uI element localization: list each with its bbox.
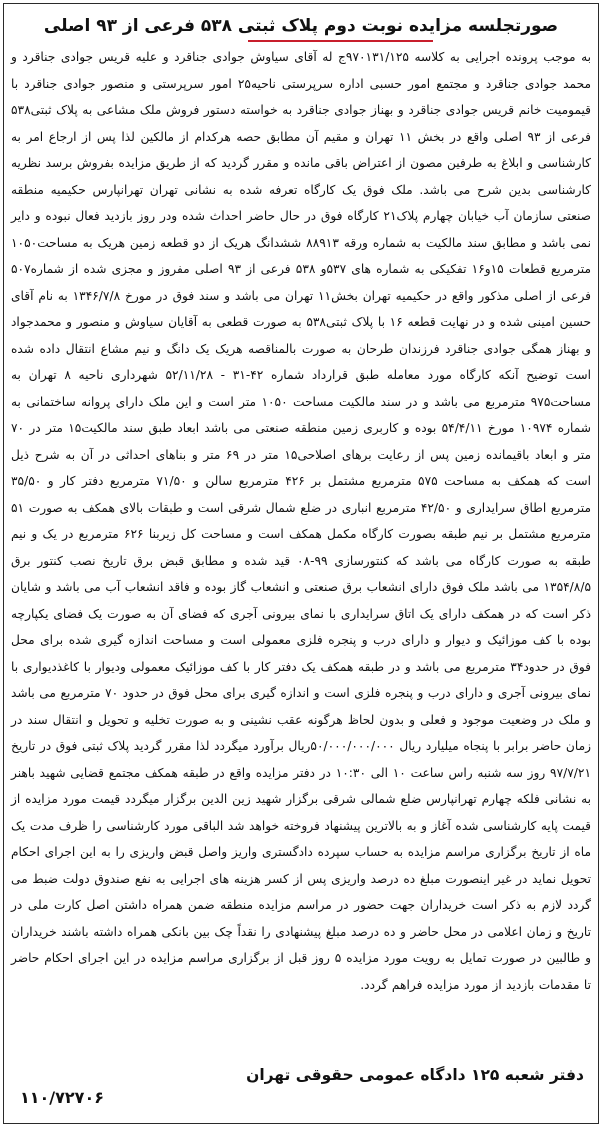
notice-body: به موجب پرونده اجرایی به کلاسه ۹۷۰۱۳۱/۱۲۵ج له آقای سیاوش جوادی جناقرد و علیه قریس جوادی جناقرد و محمد جوادی جناقرد و مجتمع امور حسبی اداره سرپرستی ناحیه۲۵ امور سرپرستی و منصور جوادی جناقرد با قیمومیت خانم قریس جوادی جناقرد و بهناز جوادی جناقرد به خواسته دستور فروش ملک مشاعی به پلاک ثبتی۵۳۸ فرعی از ۹۳ اصلی واقع در بخش ۱۱ تهران و مقیم آن مطابق حصه هرکدام از مالکین لذا پس از ارجاع امر به کارشناسی و ابلاغ به طرفین مصون از اعتراض باقی مانده و مقرر گردید که از طریق مزایده بفروش برسد نظریه کارشناسی بدین شرح می باشد. ملک فوق یک کارگاه تعرفه شده به نشانی تهران تهرانپارس حکیمیه منطقه صنعتی سازمان آب خیابان چهارم پلاک۲۱ کارگاه فوق در حال حاضر احداث شده ودر روز بازدید فعال نبوده و دایر نمی باشد و مطابق سند مالکیت به شماره ورقه ۸۸۹۱۳ ششدانگ هریک از دو قطعه زمین هریک به مساحت۱۰۵۰ مترمربع قطعات ۱۵و۱۶ تفکیکی به شماره های ۵۳۷و ۵۳۸ فرعی از ۹۳ اصلی مفروز و مجزی شده از شماره۵۰۷ فرعی از اصلی مذکور واقع در حکیمیه تهران بخش۱۱ تهران می باشد و سند فوق در مورخ ۱۳۴۶/۷/۸ به نام آقای حسین امینی شده و در نهایت قطعه ۱۶ با پلاک ثبتی۵۳۸ به صورت قطعی به آقایان سیاوش و منصور و محمدجواد و بهناز همگی جوادی جناقرد فرزندان طرحان به صورت بالمناقصه هریک یک دانگ و نیم مشاع انتقال داده شده است توضیح آنکه کارگاه مورد معامله طبق قرارداد شماره ۴۲-۳۱ - ۵۲/۱۱/۲۸ شهرداری ناحیه ۸ تهران به مساحت۹۷۵ مترمربع می باشد و در سند مالکیت مساحت ۱۰۵۰ متر است و این ملک دارای پروانه ساختمانی به شماره ۱۰۹۷۴ مورخ ۵۴/۴/۱۱ بوده و کاربری زمین منطقه صنعتی می باشد ابعاد طبق سند مالکیت۱۵ متر در ۷۰ متر و ابعاد باقیمانده زمین پس از رعایت برهای اصلاحی۱۵ متر در ۶۹ متر و بناهای احداثی در آن به شرح ذیل است که همکف به مساحت ۵۷۵ مترمربع مشتمل بر ۴۲۶ مترمربع سالن و ۷۱/۵۰ مترمربع دفتر کار و ۳۵/۵۰ مترمربع اطاق سرایداری و ۴۲/۵۰ مترمربع انباری در ضلع شمال شرقی است و طبقات بالای همکف به صورت ۵۱ مترمربع مشتمل بر نیم طبقه بصورت کارگاه مکمل همکف است و مساحت کل زیربنا ۶۲۶ مترمربع در یک و نیم طبقه به صورت کارگاه می باشد که کنتورسازی ۹۹-۰۸ قید شده و مطابق قبض برق تاریخ نصب کنتور برق ۱۳۵۴/۸/۵ می باشد ملک فوق دارای انشعاب برق صنعتی و انشعاب گاز بوده و فاقد انشعاب آب می باشد و شایان ذکر است که در همکف دارای یک اتاق سرایداری با نمای بیرونی آجری که فضای آن به صورت یک فضای یکپارچه بوده با کف موزائیک و دیوار و دارای درب و پنجره فلزی معمولی است و مساحت اندازه گیری شده برای محل فوق در حدود۳۴ مترمربع می باشد و در طبقه همکف یک دفتر کار با کف موزائیک معمولی ودیوار با کاغذدیواری با نمای بیرونی آجری و دارای درب و پنجره فلزی است و اندازه گیری برای محل فوق در حدود ۷۰ مترمربع می باشد و ملک در وضعیت موجود و فعلی و بدون لحاظ هرگونه عقب نشینی و به صورت تخلیه و تحویل و انتقال سند در زمان حاضر برابر با پنجاه میلیارد ریال ۵۰/۰۰۰/۰۰۰/۰۰۰ریال برآورد میگردد لذا مقرر گردید پلاک ثبتی فوق در تاریخ ۹۷/۷/۲۱ روز سه شنبه راس ساعت ۱۰ الی ۱۰:۳۰ در دفتر مزایده واقع در طبقه همکف مجتمع قضایی شهید باهنر به نشانی فلکه چهارم تهرانپارس ضلع شمالی شرقی برگزار شهید زین الدین برگزار میگردد قیمت مورد مزایده از قیمت پایه کارشناسی شده آغاز و به بالاترین پیشنهاد فروخته خواهد شد الباقی مورد کارشناسی را ظرف مدت یک ماه از تاریخ برگزاری مراسم مزایده به حساب سپرده دادگستری واریز واصل قبض واریزی را به این اجرای احکام تحویل نماید در غیر اینصورت مبلغ ده درصد واریزی پس از کسر هزینه های اجرایی به نفع صندوق دولت ضبط می گردد لازم به ذکر است خریداران جهت حضور در مراسم مزایده منطقه ضمن همراه داشتن اصل کارت ملی در تاریخ و زمان اعلامی در محل حاضر و ده درصد مبلغ پیشنهادی را نقداً چک بین بانکی همراه داشته باشند خریداران و طالبین در صورت تمایل به رویت مورد مزایده ۵ روز قبل از برگزاری مراسم مزایده در این اجرای احکام حاضر تا مقدمات بازدید از مورد مزایده فراهم گردد. [11,50,592,992]
issuer-name: دفتر شعبه ۱۲۵ دادگاه عمومی حقوقی تهران [246,1066,584,1084]
reference-number: ۱۱۰/۷۲۷۰۶ [20,1088,104,1107]
notice-frame [3,3,599,1124]
title-red-underline [248,40,433,42]
notice-footer [12,1064,590,1114]
notice-title: صورتجلسه مزایده نوبت دوم پلاک ثبتی ۵۳۸ فرعی از ۹۳ اصلی [43,16,559,36]
